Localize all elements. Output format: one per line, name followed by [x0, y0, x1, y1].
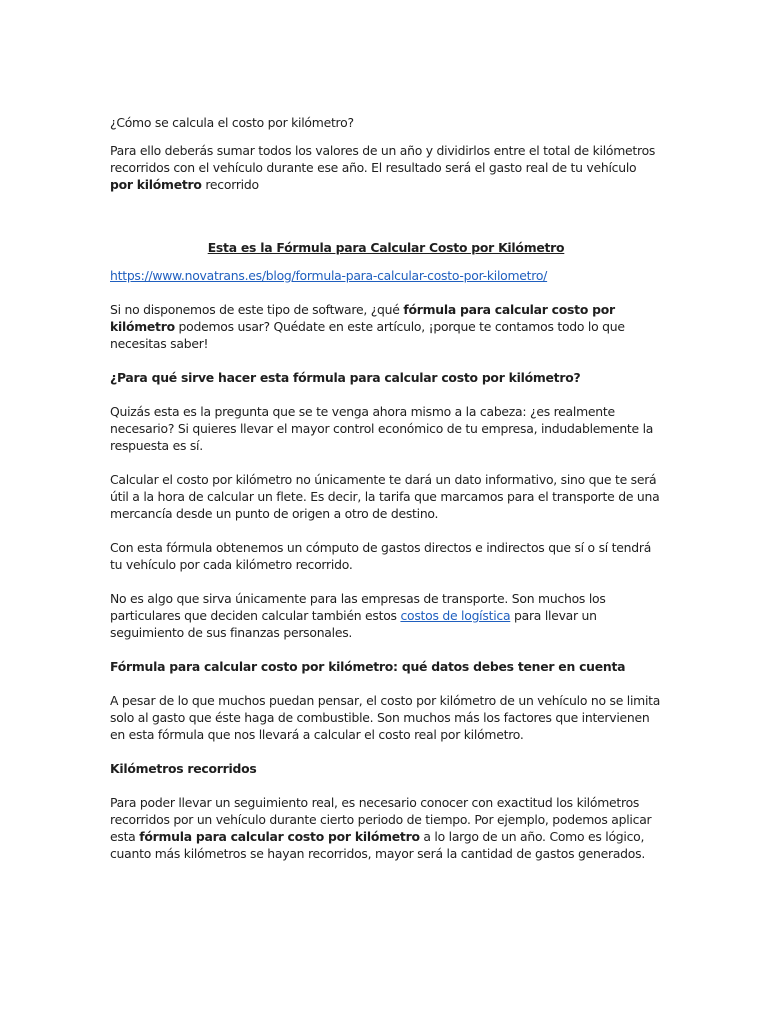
text-run: para llevar un seguimiento de sus finanzas personales. [110, 608, 597, 640]
paragraph-quizas: Quizás esta es la pregunta que se te venga ahora mismo a la cabeza: ¿es realmente necesario? Si quieres llevar el mayor control económico de tu empresa, indudablemente la respuesta es sí. [110, 404, 654, 453]
text-run: a lo largo de un año. Como es lógico, cuanto más kilómetros se hayan recorridos, mayor será la cantidad de gastos generados. [110, 829, 646, 861]
bold-run: por kilómetro [110, 177, 202, 192]
section-heading-datos: Fórmula para calcular costo por kilómetro: qué datos debes tener en cuenta [110, 659, 626, 674]
formula-heading: Esta es la Fórmula para Calcular Costo por Kilómetro [207, 240, 565, 255]
text-run: podemos usar? Quédate en este artículo, ¡porque te contamos todo lo que necesitas saber! [110, 319, 625, 351]
paragraph-intro [110, 142, 662, 193]
text-run: Para ello deberás sumar todos los valores de un año y dividirlos entre el total de kilómetros recorridos con el vehículo durante ese año. El resultado será el gasto real de tu vehículo [110, 143, 656, 175]
paragraph-particulares [110, 590, 662, 641]
text-run: recorrido [201, 177, 259, 192]
section-heading-kilometros: Kilómetros recorridos [110, 761, 257, 776]
paragraph-factores: A pesar de lo que muchos puedan pensar, el costo por kilómetro de un vehículo no se limita solo al gasto que éste haga de combustible. Son muchos más los factores que intervienen en esta fórmula que nos llevará a calcular el costo real por kilómetro. [110, 693, 661, 742]
bold-run: fórmula para calcular costo por kilómetro [110, 302, 615, 334]
paragraph-computo: Con esta fórmula obtenemos un cómputo de gastos directos e indirectos que sí o sí tendrá tu vehículo por cada kilómetro recorrido. [110, 540, 652, 572]
text-run: Para poder llevar un seguimiento real, es necesario conocer con exactitud los kilómetros recorridos por un vehículo durante cierto periodo de tiempo. Por ejemplo, podemos aplicar esta [110, 795, 652, 844]
logistics-costs-link[interactable]: costos de logística [400, 608, 511, 623]
document-body [110, 114, 662, 862]
text-run: Si no disponemos de este tipo de software, ¿qué [110, 302, 404, 317]
source-link[interactable]: https://www.novatrans.es/blog/formula-para-calcular-costo-por-kilometro/ [110, 268, 548, 283]
paragraph-calcular: Calcular el costo por kilómetro no únicamente te dará un dato informativo, sino que te será útil a la hora de calcular un flete. Es decir, la tarifa que marcamos para el transporte de una mercancía desde un punto de origen a otro de destino. [110, 472, 660, 521]
bold-run: fórmula para calcular costo por kilómetro [139, 829, 420, 844]
question-title: ¿Cómo se calcula el costo por kilómetro? [110, 115, 354, 130]
section-heading-para-que: ¿Para qué sirve hacer esta fórmula para calcular costo por kilómetro? [110, 370, 581, 385]
text-run: No es algo que sirva únicamente para las empresas de transporte. Son muchos los particulares que deciden calcular también estos [110, 591, 606, 623]
paragraph-seguimiento [110, 794, 662, 862]
paragraph-software [110, 301, 662, 352]
